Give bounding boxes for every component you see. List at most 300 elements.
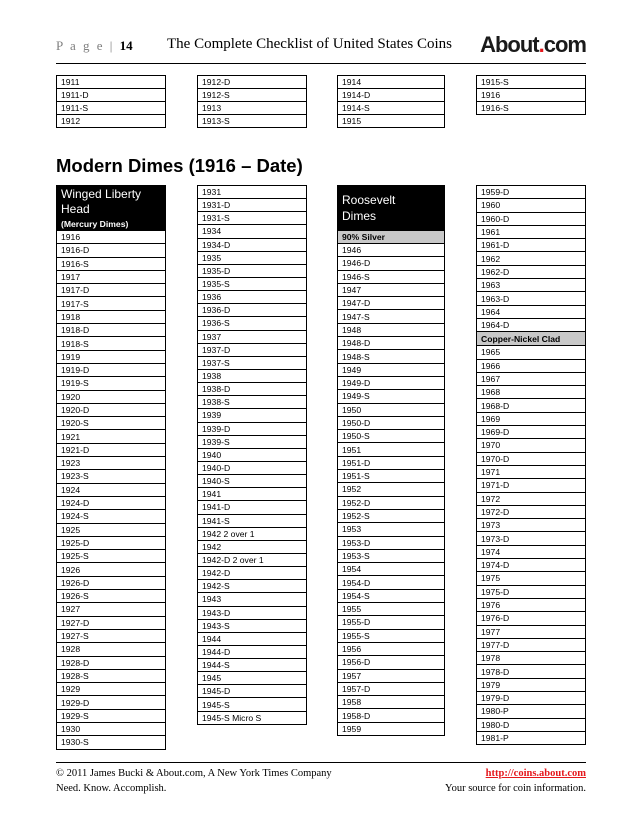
table-row — [338, 642, 445, 655]
table-row — [57, 590, 166, 603]
table-row — [338, 89, 445, 102]
table-row — [338, 390, 445, 403]
table-row — [477, 519, 586, 532]
table-row — [198, 711, 307, 724]
table-row — [198, 422, 307, 435]
table-row — [338, 549, 445, 562]
table-row — [198, 435, 307, 448]
table-row — [477, 292, 586, 305]
coin-date-cell: 1948-S — [338, 350, 445, 363]
table-row — [198, 277, 307, 290]
table-row — [198, 672, 307, 685]
coin-date-cell: 1927-D — [57, 616, 166, 629]
coin-date-cell: 1968-D — [477, 399, 586, 412]
table-row — [477, 652, 586, 665]
coin-date-cell: 1929-D — [57, 696, 166, 709]
coin-date-cell: 1935 — [198, 251, 307, 264]
table-row — [57, 417, 166, 430]
coin-date-cell: 1926-S — [57, 590, 166, 603]
table-row — [198, 330, 307, 343]
table-row — [338, 696, 445, 709]
table-row — [338, 257, 445, 270]
coin-date-cell: 1911 — [57, 76, 166, 89]
table-row — [198, 409, 307, 422]
coin-date-cell: 1958 — [338, 696, 445, 709]
page-number: 14 — [119, 38, 133, 53]
table-row — [338, 416, 445, 429]
table-row — [338, 443, 445, 456]
coin-date-cell: 1943-S — [198, 619, 307, 632]
coin-date-cell: 1937 — [198, 330, 307, 343]
coin-date-cell: 1958-D — [338, 709, 445, 722]
coin-date-cell: 1917-S — [57, 297, 166, 310]
coin-date-cell: 1949-D — [338, 376, 445, 389]
coin-date-cell: 1912-S — [198, 89, 307, 102]
coin-date-cell: 1978 — [477, 652, 586, 665]
table-row — [57, 696, 166, 709]
coin-date-cell: 1942-D 2 over 1 — [198, 553, 307, 566]
table-row — [198, 645, 307, 658]
table-row — [57, 629, 166, 642]
table-row — [198, 698, 307, 711]
coin-date-cell: 1935-S — [198, 277, 307, 290]
table-row — [198, 383, 307, 396]
table-row — [57, 736, 166, 749]
table-row — [477, 479, 586, 492]
table-row — [198, 264, 307, 277]
table-row — [198, 606, 307, 619]
coin-date-cell: 1917 — [57, 270, 166, 283]
coin-date-cell: 1916 — [57, 231, 166, 244]
table-row — [477, 505, 586, 518]
coin-date-cell: 1967 — [477, 372, 586, 385]
coin-date-cell: 1965 — [477, 346, 586, 359]
coin-date-cell: 1954 — [338, 563, 445, 576]
table-row — [198, 186, 307, 199]
table-row — [338, 616, 445, 629]
table-row — [57, 576, 166, 589]
coin-date-cell: 1951-S — [338, 470, 445, 483]
roosevelt-header-line2: Dimes — [342, 209, 377, 223]
table-row — [198, 212, 307, 225]
table-row — [57, 324, 166, 337]
table-row — [477, 718, 586, 731]
coin-date-cell: 1975-D — [477, 585, 586, 598]
coin-date-cell: 1943-D — [198, 606, 307, 619]
coin-date-cell: 1920-D — [57, 403, 166, 416]
document-title: The Complete Checklist of United States Coins — [167, 36, 452, 52]
coin-date-cell: 1973 — [477, 519, 586, 532]
coin-date-cell: 1972 — [477, 492, 586, 505]
table-row — [198, 251, 307, 264]
coin-date-cell: 1950-S — [338, 430, 445, 443]
table-row — [57, 550, 166, 563]
clad-subheader-row — [477, 332, 586, 346]
table-row — [338, 337, 445, 350]
table-row — [198, 461, 307, 474]
table-row — [477, 665, 586, 678]
table-row — [57, 683, 166, 696]
table-row — [57, 403, 166, 416]
coin-date-cell: 1968 — [477, 386, 586, 399]
mercury-header — [57, 186, 166, 218]
footer-divider — [56, 762, 586, 763]
table-row — [477, 492, 586, 505]
table-row — [57, 656, 166, 669]
coin-date-cell: 1947 — [338, 283, 445, 296]
coin-date-cell: 1934-D — [198, 238, 307, 251]
coin-date-cell: 1975 — [477, 572, 586, 585]
coin-date-cell: 1945-S Micro S — [198, 711, 307, 724]
coin-date-cell: 1941-D — [198, 501, 307, 514]
table-row — [338, 709, 445, 722]
coin-date-cell: 1957-D — [338, 682, 445, 695]
table-row — [57, 603, 166, 616]
coin-date-cell: 1915 — [338, 115, 445, 128]
table-row — [198, 514, 307, 527]
mercury-dimes-list — [56, 185, 166, 750]
table-row — [198, 593, 307, 606]
table-row — [477, 638, 586, 651]
table-row — [198, 369, 307, 382]
table-row — [338, 376, 445, 389]
coin-date-cell: 1940-S — [198, 475, 307, 488]
coin-date-cell: 1924-D — [57, 496, 166, 509]
coin-date-cell: 1936-S — [198, 317, 307, 330]
coin-date-cell: 1971-D — [477, 479, 586, 492]
table-row — [198, 540, 307, 553]
coin-date-cell: 1925 — [57, 523, 166, 536]
table-row — [477, 102, 586, 115]
mercury-subheader: (Mercury Dimes) — [57, 218, 166, 231]
coin-date-cell: 1955-D — [338, 616, 445, 629]
table-row — [57, 443, 166, 456]
table-row — [477, 252, 586, 265]
table-row — [338, 76, 445, 89]
table-row — [477, 76, 586, 89]
coin-date-cell: 1969-D — [477, 426, 586, 439]
table-row — [338, 363, 445, 376]
coin-date-cell: 1961 — [477, 225, 586, 238]
coin-date-cell: 1980-D — [477, 718, 586, 731]
coin-date-cell: 1928-D — [57, 656, 166, 669]
table-row — [198, 291, 307, 304]
coin-date-cell: 1938 — [198, 369, 307, 382]
table-row — [57, 310, 166, 323]
table-row — [477, 691, 586, 704]
coin-date-cell: 1946-S — [338, 270, 445, 283]
coin-date-cell: 1957 — [338, 669, 445, 682]
coin-date-cell: 1981-P — [477, 731, 586, 744]
coin-date-cell: 1950-D — [338, 416, 445, 429]
table-row — [57, 270, 166, 283]
coin-date-cell: 1927 — [57, 603, 166, 616]
coin-date-cell: 1918-D — [57, 324, 166, 337]
table-row — [477, 439, 586, 452]
top-list-3 — [337, 75, 445, 128]
table-row — [57, 76, 166, 89]
table-row — [57, 377, 166, 390]
coin-date-cell: 1964-D — [477, 318, 586, 331]
coin-date-cell: 1944 — [198, 632, 307, 645]
coin-date-cell: 1945-S — [198, 698, 307, 711]
table-row — [57, 523, 166, 536]
coin-date-cell: 1920-S — [57, 417, 166, 430]
coin-date-cell: 1925-S — [57, 550, 166, 563]
coin-date-cell: 1948-D — [338, 337, 445, 350]
table-row — [477, 186, 586, 199]
table-row — [477, 239, 586, 252]
coin-date-cell: 1931 — [198, 186, 307, 199]
coin-date-cell: 1927-S — [57, 629, 166, 642]
table-row — [198, 238, 307, 251]
coin-date-cell: 1964 — [477, 305, 586, 318]
table-row — [338, 323, 445, 336]
table-row — [338, 682, 445, 695]
coin-date-cell: 1966 — [477, 359, 586, 372]
table-row — [57, 244, 166, 257]
coin-date-cell: 1947-S — [338, 310, 445, 323]
table-row — [198, 580, 307, 593]
coin-date-cell: 1955 — [338, 603, 445, 616]
coin-date-cell: 1923 — [57, 457, 166, 470]
table-row — [338, 509, 445, 522]
coin-date-cell: 1977 — [477, 625, 586, 638]
table-row — [338, 656, 445, 669]
table-row — [338, 102, 445, 115]
page-number-label: P a g e | 14 — [56, 38, 133, 53]
coin-date-cell: 1938-D — [198, 383, 307, 396]
table-row — [57, 231, 166, 244]
coin-date-cell: 1951 — [338, 443, 445, 456]
coin-date-cell: 1974-D — [477, 559, 586, 572]
table-row — [338, 536, 445, 549]
coin-date-cell: 1917-D — [57, 284, 166, 297]
coin-date-cell: 1929-S — [57, 709, 166, 722]
table-row — [338, 310, 445, 323]
coin-date-cell: 1946-D — [338, 257, 445, 270]
coin-date-cell: 1972-D — [477, 505, 586, 518]
table-row — [477, 386, 586, 399]
coin-date-cell: 1911-S — [57, 102, 166, 115]
table-row — [477, 426, 586, 439]
table-row — [477, 678, 586, 691]
coin-date-cell: 1935-D — [198, 264, 307, 277]
coin-date-cell: 1925-D — [57, 536, 166, 549]
coin-date-cell: 1914 — [338, 76, 445, 89]
table-row — [57, 483, 166, 496]
coin-date-cell: 1913-S — [198, 115, 307, 128]
table-row — [198, 619, 307, 632]
table-row — [477, 279, 586, 292]
table-row — [57, 115, 166, 128]
coin-date-cell: 1941-S — [198, 514, 307, 527]
coin-date-cell: 1971 — [477, 465, 586, 478]
table-row — [338, 430, 445, 443]
table-row — [477, 372, 586, 385]
coin-date-cell: 1939-D — [198, 422, 307, 435]
coin-date-cell: 1956 — [338, 642, 445, 655]
coin-date-cell: 1978-D — [477, 665, 586, 678]
coin-date-cell: 1952 — [338, 483, 445, 496]
table-row — [57, 616, 166, 629]
coin-date-cell: 1938-S — [198, 396, 307, 409]
coin-date-cell: 1956-D — [338, 656, 445, 669]
coins-link[interactable]: http://coins.about.com — [485, 768, 586, 779]
coin-date-cell: 1939-S — [198, 435, 307, 448]
table-row — [477, 625, 586, 638]
table-row — [338, 115, 445, 128]
coin-date-cell: 1945 — [198, 672, 307, 685]
coin-date-cell: 1914-D — [338, 89, 445, 102]
coin-date-cell: 1926-D — [57, 576, 166, 589]
coin-date-cell: 1980-P — [477, 705, 586, 718]
coin-date-cell: 1943 — [198, 593, 307, 606]
table-row — [477, 465, 586, 478]
coin-date-cell: 1953 — [338, 523, 445, 536]
table-row — [57, 89, 166, 102]
clad-subheader: Copper-Nickel Clad — [477, 332, 586, 346]
coin-date-cell: 1976-D — [477, 612, 586, 625]
table-row — [198, 102, 307, 115]
coin-date-cell: 1912 — [57, 115, 166, 128]
header-divider — [56, 63, 586, 64]
table-row — [198, 89, 307, 102]
coin-date-cell: 1944-D — [198, 645, 307, 658]
coin-date-cell: 1926 — [57, 563, 166, 576]
table-row — [57, 536, 166, 549]
roosevelt-header — [338, 186, 445, 231]
top-list-4 — [476, 75, 586, 115]
table-row — [477, 399, 586, 412]
tagline-text: Need. Know. Accomplish. — [56, 783, 167, 794]
coin-date-cell: 1947-D — [338, 297, 445, 310]
coin-date-cell: 1928 — [57, 643, 166, 656]
table-row — [57, 669, 166, 682]
coin-date-cell: 1940-D — [198, 461, 307, 474]
coin-date-cell: 1953-D — [338, 536, 445, 549]
coin-date-cell: 1959 — [338, 722, 445, 735]
table-row — [477, 89, 586, 102]
table-row — [477, 305, 586, 318]
table-row — [57, 337, 166, 350]
coin-date-cell: 1949 — [338, 363, 445, 376]
coin-date-cell: 1952-S — [338, 509, 445, 522]
table-row — [57, 722, 166, 735]
coin-date-cell: 1919-D — [57, 363, 166, 376]
table-row — [477, 545, 586, 558]
coin-date-cell: 1911-D — [57, 89, 166, 102]
coin-date-cell: 1944-S — [198, 659, 307, 672]
table-row — [477, 225, 586, 238]
page-header — [56, 32, 586, 60]
coin-date-cell: 1916-D — [57, 244, 166, 257]
table-row — [338, 669, 445, 682]
table-row — [57, 350, 166, 363]
table-row — [477, 359, 586, 372]
table-row — [338, 496, 445, 509]
table-row — [477, 598, 586, 611]
coin-date-cell: 1977-D — [477, 638, 586, 651]
about-logo — [480, 32, 586, 58]
table-row — [338, 244, 445, 257]
table-row — [198, 685, 307, 698]
coin-date-cell: 1936-D — [198, 304, 307, 317]
table-row — [198, 317, 307, 330]
coin-date-cell: 1962-D — [477, 265, 586, 278]
table-row — [477, 731, 586, 744]
table-row — [198, 632, 307, 645]
coin-date-cell: 1952-D — [338, 496, 445, 509]
roosevelt-dimes-list — [337, 185, 445, 736]
table-row — [198, 304, 307, 317]
coin-date-cell: 1912-D — [198, 76, 307, 89]
silver-subheader: 90% Silver — [338, 231, 445, 244]
coin-date-cell: 1919 — [57, 350, 166, 363]
top-list-1 — [56, 75, 166, 128]
coin-date-cell: 1942-D — [198, 567, 307, 580]
coin-date-cell: 1931-D — [198, 199, 307, 212]
logo-text: About — [480, 32, 539, 57]
table-row — [338, 589, 445, 602]
coin-date-cell: 1921-D — [57, 443, 166, 456]
table-row — [338, 523, 445, 536]
coin-date-cell: 1955-S — [338, 629, 445, 642]
coin-date-cell: 1945-D — [198, 685, 307, 698]
coin-date-cell: 1924-S — [57, 510, 166, 523]
coin-date-cell: 1974 — [477, 545, 586, 558]
mercury-header-line1: Winged Liberty — [61, 187, 142, 201]
page-word: P a g e — [56, 38, 105, 53]
table-row — [57, 643, 166, 656]
logo-tld: com — [543, 32, 586, 57]
table-row — [338, 563, 445, 576]
table-row — [198, 448, 307, 461]
table-row — [477, 452, 586, 465]
table-row — [338, 403, 445, 416]
table-row — [338, 283, 445, 296]
coin-date-cell: 1939 — [198, 409, 307, 422]
coin-date-cell: 1954-S — [338, 589, 445, 602]
copyright-text: © 2011 James Bucki & About.com, A New York Times Company — [56, 768, 332, 779]
coin-date-cell: 1916 — [477, 89, 586, 102]
table-row — [198, 475, 307, 488]
table-row — [477, 585, 586, 598]
coin-date-cell: 1924 — [57, 483, 166, 496]
table-row — [57, 430, 166, 443]
coin-date-cell: 1914-S — [338, 102, 445, 115]
table-row — [477, 559, 586, 572]
table-row — [57, 284, 166, 297]
table-row — [57, 709, 166, 722]
source-text: Your source for coin information. — [445, 783, 586, 794]
table-row — [338, 297, 445, 310]
table-row — [198, 553, 307, 566]
mercury-header-line2: Head — [61, 202, 90, 216]
table-row — [57, 457, 166, 470]
table-row — [57, 510, 166, 523]
coin-date-cell: 1918 — [57, 310, 166, 323]
coin-date-cell: 1942-S — [198, 580, 307, 593]
coin-date-cell: 1937-S — [198, 356, 307, 369]
table-row — [57, 496, 166, 509]
roosevelt-dimes-list-2 — [476, 185, 586, 745]
table-row — [57, 363, 166, 376]
coin-date-cell: 1961-D — [477, 239, 586, 252]
coin-date-cell: 1919-S — [57, 377, 166, 390]
coin-date-cell: 1930 — [57, 722, 166, 735]
table-row — [477, 612, 586, 625]
